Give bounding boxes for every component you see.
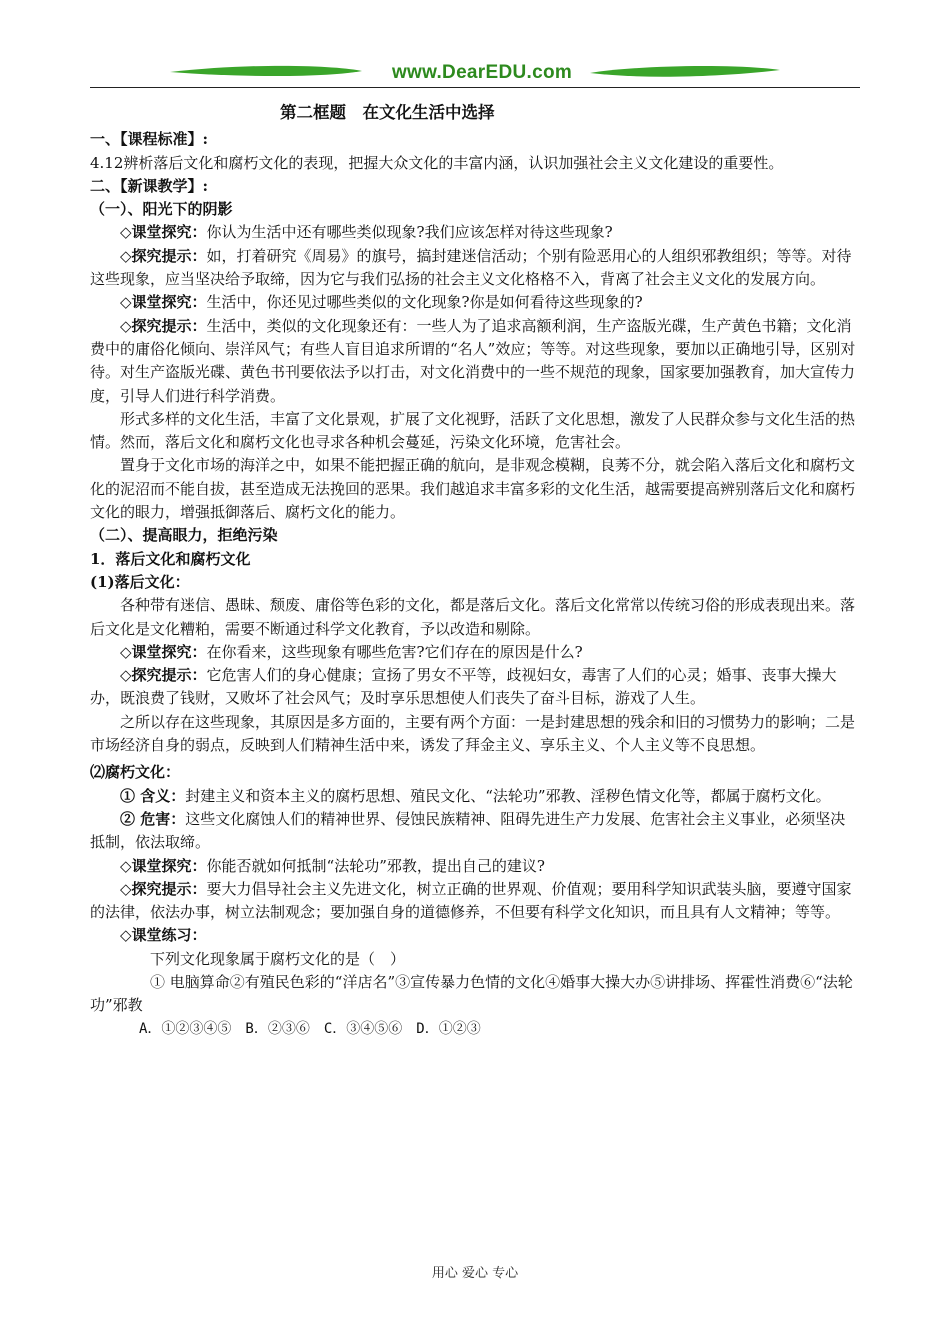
part2-heading: （二）、提高眼力，拒绝污染 xyxy=(90,526,278,545)
subsection-heading: 1．落后文化和腐朽文化 xyxy=(90,549,251,568)
exercise-items: ① 电脑算命②有殖民色彩的“洋店名”③宣传暴力色情的文化④婚事大操大办⑤讲排场、挥霍性消费⑥“法轮功”邪教 xyxy=(90,972,853,1015)
explore-hint-1 xyxy=(90,245,860,292)
hint-label: ◇探究提示： xyxy=(120,316,207,335)
explore-hint-3 xyxy=(90,664,860,711)
paragraph: 置身于文化市场的海洋之中，如果不能把握正确的航向，是非观念模糊，良莠不分，就会陷入落后文化和腐朽文化的泥沼而不能自拔，甚至造成无法挽回的恶果。我们越追求丰富多彩的文化生活，越需要提高辨别落后文化和腐朽文化的眼力，增强抵御落后、腐朽文化的能力。 xyxy=(90,456,856,522)
site-logo-text: www.DearEDU.com xyxy=(391,62,573,83)
paragraph: 形式多样的文化生活，丰富了文化景观，扩展了文化视野，活跃了文化思想，激发了人民群众参与文化生活的热情。然而，落后文化和腐朽文化也寻求各种机会蔓延，污染文化环境，危害社会。 xyxy=(90,409,856,452)
explore-question-1 xyxy=(90,221,860,244)
exercise-options: A．①②③④⑤ B．②③⑥ C．③④⑤⑥ D．①②③ xyxy=(139,1020,481,1037)
standards-text: 4.12辨析落后文化和腐朽文化的表现，把握大众文化的丰富内涵，认识加强社会主义文化建设的重要性。 xyxy=(90,153,784,172)
page-footer: 用心 爱心 专心 xyxy=(431,1266,519,1281)
explore-label: ◇课堂探究： xyxy=(120,642,207,661)
explore-text: 你能否就如何抵制“法轮功”邪教，提出自己的建议? xyxy=(206,856,545,875)
definition-text: 封建主义和资本主义的腐朽思想、殖民文化、“法轮功”邪教、淫秽色情文化等，都属于腐朽文化。 xyxy=(185,786,831,805)
section-heading-new-lesson: 二、【新课教学】: xyxy=(90,176,209,195)
paragraph: 之所以存在这些现象，其原因是多方面的，主要有两个方面：一是封建思想的残余和旧的习惯势力的影响；二是市场经济自身的弱点，反映到人们精神生活中来，诱发了拜金主义、享乐主义、个人主义等不良思想。 xyxy=(90,712,856,755)
explore-label: ◇课堂探究： xyxy=(120,293,207,312)
hint-text: 生活中，类似的文化现象还有：一些人为了追求高额利润，生产盗版光碟，生产黄色书籍；文化消费中的庸俗化倾向、崇洋风气；有些人盲目追求所谓的“名人”效应；等等。对这些现象，要加以正确地引导，区别对待。对生产盗版光碟、黄色书刊要依法予以打击，对文化消费中的一些不规范的现象，国家要加强教育，加大宣传力度，引导人们进行科学消费。 xyxy=(90,316,856,405)
header-rule xyxy=(90,87,860,88)
hint-text: 如，打着研究《周易》的旗号，搞封建迷信活动；个别有险恶用心的人组织邪教组织；等等。对待这些现象，应当坚决给予取缔，因为它与我们弘扬的社会主义文化格格不入，背离了社会主义文化的发展方向。 xyxy=(90,246,852,289)
decadent-culture-heading: ⑵腐朽文化： xyxy=(90,763,181,782)
explore-text: 在你看来，这些现象有哪些危害?它们存在的原因是什么? xyxy=(206,642,583,661)
hint-text: 要大力倡导社会主义先进文化，树立正确的世界观、价值观；要用科学知识武装头脑，要遵守国家的法律，依法办事，树立法制观念；要加强自身的道德修养，不但要有科学文化知识，而且具有人文精神；等等。 xyxy=(90,879,852,922)
paragraph: 各种带有迷信、愚昧、颓废、庸俗等色彩的文化，都是落后文化。落后文化常常以传统习俗的形成表现出来。落后文化是文化糟粕，需要不断通过科学文化教育，予以改造和剔除。 xyxy=(90,596,856,638)
definition xyxy=(90,785,860,808)
explore-hint-2 xyxy=(90,315,860,408)
definition-label: ① 含义： xyxy=(120,786,186,805)
harm-text: 这些文化腐蚀人们的精神世界、侵蚀民族精神、阻碍先进生产力发展、危害社会主义事业，必须坚决抵制，依法取缔。 xyxy=(90,809,846,852)
explore-label: ◇课堂探究： xyxy=(120,856,207,875)
explore-question-4 xyxy=(90,855,860,878)
explore-hint-4 xyxy=(90,878,860,925)
exercise-label xyxy=(90,924,860,947)
harm xyxy=(90,808,860,855)
explore-label: ◇课堂探究： xyxy=(120,223,207,242)
hint-label: ◇探究提示： xyxy=(120,246,207,265)
explore-text: 生活中，你还见过哪些类似的文化现象?你是如何看待这些现象的? xyxy=(206,293,643,312)
hint-text: 它危害人们的身心健康；宣扬了男女不平等，歧视妇女，毒害了人们的心灵；婚事、丧事大操大办，既浪费了钱财，又败坏了社会风气；及时享乐思想使人们丧失了奋斗目标，游戏了人生。 xyxy=(90,666,837,708)
harm-label: ② 危害： xyxy=(120,809,186,828)
section-heading-standards: 一、【课程标准】: xyxy=(90,130,209,149)
document-body xyxy=(90,101,860,1041)
page-header xyxy=(90,58,860,90)
backward-culture-heading: (1)落后文化： xyxy=(90,572,190,591)
part1-heading: （一）、阳光下的阴影 xyxy=(90,200,233,219)
page-title: 第二框题 在文化生活中选择 xyxy=(280,103,495,122)
hint-label: ◇探究提示： xyxy=(120,666,207,685)
exercise-label-text: ◇课堂练习： xyxy=(120,926,207,945)
explore-question-3 xyxy=(90,641,860,664)
explore-question-2 xyxy=(90,291,860,314)
explore-text: 你认为生活中还有哪些类似现象?我们应该怎样对待这些现象? xyxy=(206,223,613,242)
hint-label: ◇探究提示： xyxy=(120,879,207,898)
exercise-question: 下列文化现象属于腐朽文化的是（ ） xyxy=(150,949,406,968)
